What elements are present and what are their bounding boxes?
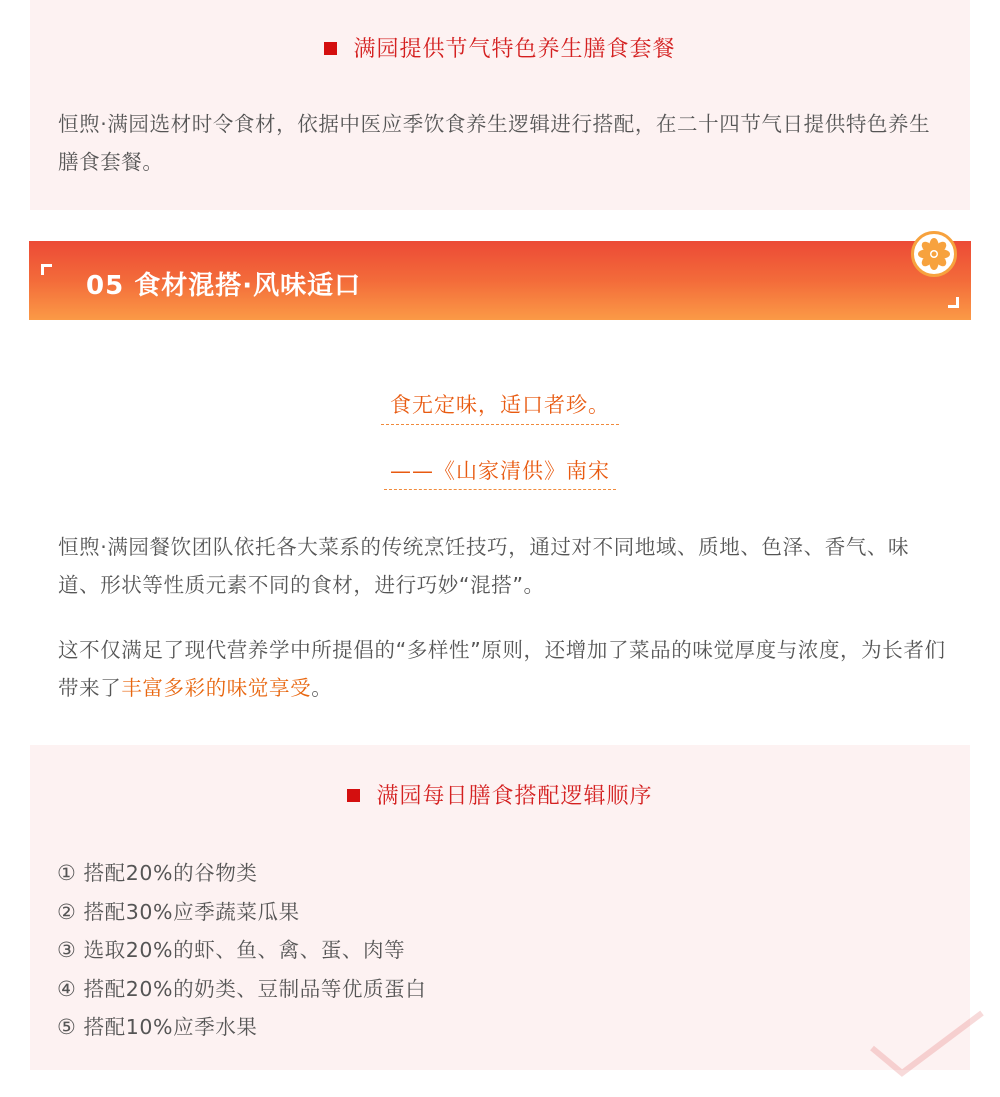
quote-divider bbox=[381, 424, 619, 425]
quote-line: 食无定味，适口者珍。 bbox=[390, 393, 610, 417]
body-paragraph-1: 恒煦·满园餐饮团队依托各大菜系的传统烹饪技巧，通过对不同地域、质地、色泽、香气、味道、形状等性质元素不同的食材，进行巧妙“混搭”。 bbox=[58, 535, 910, 597]
list-item: ④ 搭配20%的奶类、豆制品等优质蛋白 bbox=[57, 977, 427, 1001]
list-item: ⑤ 搭配10%应季水果 bbox=[57, 1015, 258, 1039]
quote-divider bbox=[384, 489, 616, 490]
corner-bracket-icon bbox=[41, 264, 52, 275]
body-paragraph-2: 这不仅满足了现代营养学中所提倡的“多样性”原则，还增加了菜品的味觉厚度与浓度，为长者们带来了丰富多彩的味觉享受。 bbox=[58, 638, 946, 700]
daily-meal-title: 满园每日膳食搭配逻辑顺序 bbox=[30, 779, 970, 810]
seasonal-meal-title: 满园提供节气特色养生膳食套餐 bbox=[30, 32, 970, 63]
section-banner-title: 05 食材混搭·风味适口 bbox=[86, 271, 362, 301]
list-item: ② 搭配30%应季蔬菜瓜果 bbox=[57, 900, 300, 924]
quote-source: ——《山家清供》南宋 bbox=[390, 459, 610, 483]
seasonal-meal-description: 恒煦·满园选材时令食材，依据中医应季饮食养生逻辑进行搭配，在二十四节气日提供特色养生膳食套餐。 bbox=[58, 112, 931, 174]
highlight-text: 丰富多彩的味觉享受 bbox=[121, 676, 312, 700]
list-item: ① 搭配20%的谷物类 bbox=[57, 861, 258, 885]
red-square-icon bbox=[324, 42, 337, 55]
seasonal-meal-card bbox=[30, 0, 970, 210]
section-banner bbox=[29, 241, 971, 320]
flower-icon bbox=[911, 231, 957, 277]
corner-bracket-icon bbox=[948, 297, 959, 308]
list-item: ③ 选取20%的虾、鱼、禽、蛋、肉等 bbox=[57, 938, 406, 962]
red-square-icon bbox=[347, 789, 360, 802]
watermark-icon bbox=[862, 1003, 992, 1083]
